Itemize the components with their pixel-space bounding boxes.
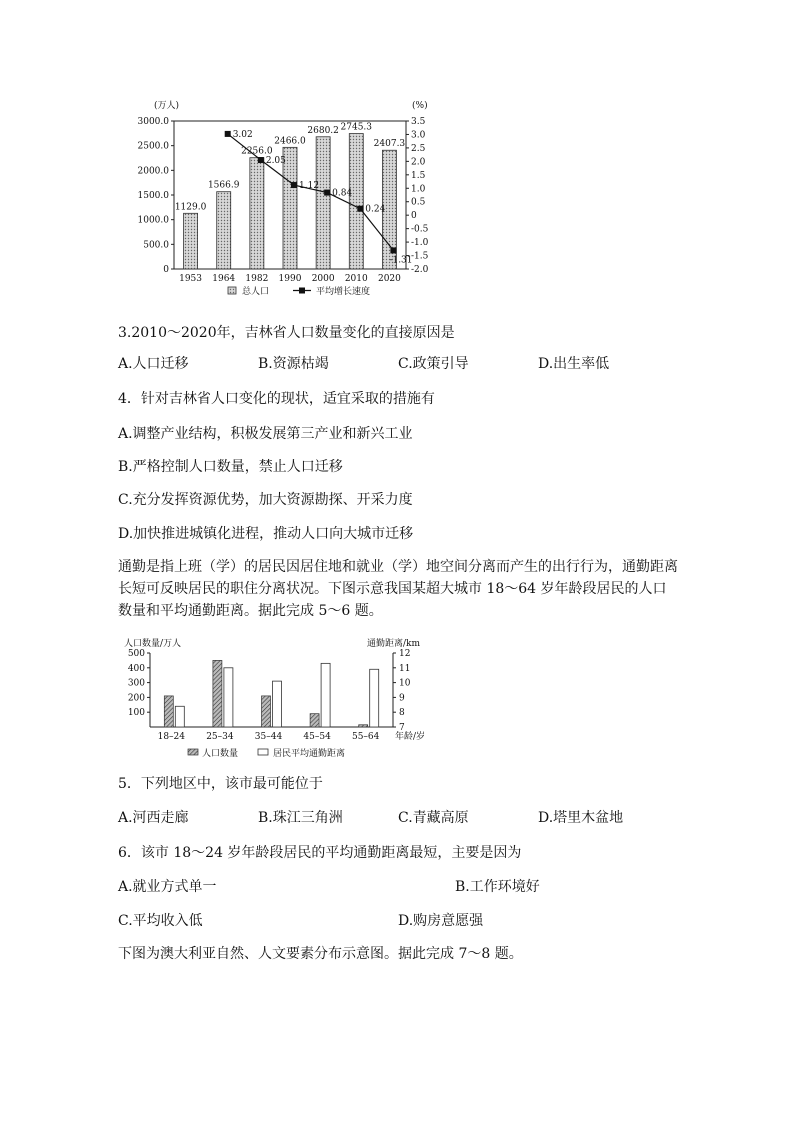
question-6-option-b[interactable]: B.工作环境好 <box>455 879 540 895</box>
y-left-tick-label: 400 <box>127 663 145 674</box>
question-6-option-a[interactable]: A.就业方式单一 <box>118 879 217 895</box>
growth-rate-label: 0.84 <box>332 188 353 199</box>
population-bar <box>310 714 319 727</box>
question-5-option-c[interactable]: C.青藏高原 <box>398 810 469 826</box>
growth-rate-label: -1.31 <box>389 255 413 266</box>
y-left-tick-label: 500 <box>127 649 145 659</box>
population-bar <box>217 192 231 269</box>
x-tick-label: 55–64 <box>351 732 380 742</box>
legend-population-swatch <box>188 749 198 755</box>
question-5-option-d[interactable]: D.塔里木盆地 <box>538 810 624 826</box>
commute-distance-bar <box>224 668 233 727</box>
y-right-tick-label: 1.0 <box>411 184 426 195</box>
x-tick-label: 1982 <box>245 274 269 284</box>
question-3-option-b[interactable]: B.资源枯竭 <box>258 356 329 372</box>
y-right-tick-label: 10 <box>399 678 411 689</box>
question-4-option-a[interactable]: A.调整产业结构，积极发展第三产业和新兴工业 <box>118 426 413 442</box>
legend-distance-swatch <box>258 749 268 755</box>
question-4-option-d[interactable]: D.加快推进城镇化进程，推动人口向大城市迁移 <box>118 526 414 542</box>
x-tick-label: 18–24 <box>157 732 186 742</box>
x-tick-label: 1953 <box>179 274 203 284</box>
y-right-label: (%) <box>412 101 428 111</box>
y-right-tick-label: 2.0 <box>411 157 426 168</box>
legend-population: 总人口 <box>242 287 270 297</box>
question-5-option-b[interactable]: B.珠江三角洲 <box>258 810 343 826</box>
x-tick-label: 1964 <box>212 274 236 284</box>
y-left-tick-label: 3000.0 <box>137 117 169 127</box>
y-right-tick-label: -1.5 <box>411 251 429 262</box>
question-3-stem: 3.2010～2020年，吉林省人口数量变化的直接原因是 <box>118 325 455 341</box>
y-right-label: 通勤距离/km <box>367 639 421 649</box>
question-5-stem: 5．下列地区中，该市最可能位于 <box>118 776 323 792</box>
growth-rate-marker <box>291 182 297 188</box>
y-left-tick-label: 2500.0 <box>137 141 169 152</box>
bar-value-label: 2466.0 <box>274 136 306 147</box>
question-3-option-a[interactable]: A.人口迁移 <box>118 356 189 372</box>
y-left-tick-label: 500.0 <box>143 240 169 251</box>
x-tick-label: 2000 <box>311 274 335 284</box>
question-3-option-d[interactable]: D.出生率低 <box>538 356 610 372</box>
growth-rate-label: 0.24 <box>365 204 386 215</box>
y-left-tick-label: 300 <box>127 678 145 689</box>
bar-value-label: 2680.2 <box>307 125 339 136</box>
y-right-tick-label: -0.5 <box>411 224 429 235</box>
y-left-tick-label: 200 <box>127 693 145 704</box>
y-right-tick-label: 11 <box>399 663 411 674</box>
y-left-label: (万人) <box>154 101 180 111</box>
growth-rate-label: 3.02 <box>232 129 253 140</box>
intro-commute: 通勤是指上班（学）的居民因居住地和就业（学）地空间分离而产生的出行行为，通勤距离长短可反映居民的职住分离状况。下图示意我国某超大城市 18～64 岁年龄段居民的人口数量和平均通勤距离。据此完成 5～6 题。 <box>118 559 678 619</box>
y-left-tick-label: 100 <box>127 708 145 719</box>
question-6-stem: 6．该市 18～24 岁年龄段居民的平均通勤距离最短，主要是因为 <box>118 845 522 861</box>
x-tick-label: 45–54 <box>303 732 331 742</box>
y-left-tick-label: 1000.0 <box>137 215 169 226</box>
population-bar <box>184 213 198 269</box>
commute-chart <box>118 635 448 760</box>
bar-value-label: 1566.9 <box>207 180 240 191</box>
growth-rate-marker <box>324 190 330 196</box>
y-right-tick-label: 12 <box>399 649 411 659</box>
x-axis-label: 年龄/岁 <box>395 732 426 742</box>
commute-distance-bar <box>273 681 282 727</box>
legend-line-marker <box>299 288 305 294</box>
y-right-tick-label: 0 <box>411 211 417 222</box>
y-right-tick-label: 0.5 <box>411 197 426 208</box>
y-right-tick-label: -1.0 <box>411 238 429 249</box>
population-bar <box>316 137 330 269</box>
commute-distance-bar <box>321 663 330 727</box>
population-bar <box>213 660 222 727</box>
y-right-tick-label: 8 <box>399 708 405 719</box>
population-chart <box>118 96 448 306</box>
growth-rate-label: 2.05 <box>265 156 286 167</box>
intro-australia: 下图为澳大利亚自然、人文要素分布示意图。据此完成 7～8 题。 <box>118 946 523 962</box>
x-tick-label: 25–34 <box>206 732 234 742</box>
question-3-option-c[interactable]: C.政策引导 <box>398 356 469 372</box>
x-tick-label: 2010 <box>344 274 368 284</box>
population-bar <box>262 696 271 727</box>
question-4-option-c[interactable]: C.充分发挥资源优势，加大资源勘探、开采力度 <box>118 492 413 508</box>
y-right-tick-label: 1.5 <box>411 170 426 181</box>
question-6-option-c[interactable]: C.平均收入低 <box>118 913 203 929</box>
y-right-tick-label: 3.5 <box>411 117 426 127</box>
bar-value-label: 2407.3 <box>373 139 406 150</box>
growth-rate-marker <box>357 206 363 212</box>
y-right-tick-label: 2.5 <box>411 143 426 154</box>
legend-commute-distance: 居民平均通勤距离 <box>273 749 346 759</box>
population-bar <box>359 725 368 727</box>
question-5-option-a[interactable]: A.河西走廊 <box>118 810 189 826</box>
population-bar <box>250 158 264 269</box>
legend-population: 人口数量 <box>202 749 239 759</box>
population-bar <box>349 134 363 269</box>
bar-value-label: 2256.0 <box>241 146 273 157</box>
commute-distance-bar <box>370 669 379 727</box>
question-4-option-b[interactable]: B.严格控制人口数量，禁止人口迁移 <box>118 459 343 475</box>
question-4-stem: 4．针对吉林省人口变化的现状，适宜采取的措施有 <box>118 391 435 407</box>
y-left-tick-label: 2000.0 <box>137 166 169 177</box>
growth-rate-label: 1.12 <box>299 181 320 192</box>
y-right-tick-label: 3.0 <box>411 130 426 141</box>
growth-rate-marker <box>225 131 231 137</box>
x-tick-label: 1990 <box>278 274 302 284</box>
y-left-tick-label: 0 <box>163 265 169 275</box>
y-left-tick-label: 1500.0 <box>137 191 169 201</box>
x-tick-label: 35–44 <box>254 732 283 742</box>
y-right-tick-label: 7 <box>399 723 405 733</box>
legend-bar-swatch <box>228 287 236 294</box>
bar-value-label: 1129.0 <box>174 202 207 213</box>
y-right-tick-label: 9 <box>399 693 405 704</box>
x-tick-label: 2020 <box>377 274 401 284</box>
y-right-tick-label: -2.0 <box>411 265 429 275</box>
growth-rate-marker <box>390 247 396 253</box>
y-left-label: 人口数量/万人 <box>124 639 182 649</box>
population-bar <box>164 696 173 727</box>
legend-growth-rate: 平均增长速度 <box>316 287 371 297</box>
growth-rate-marker <box>258 157 264 163</box>
question-6-option-d[interactable]: D.购房意愿强 <box>398 913 484 929</box>
commute-distance-bar <box>175 706 184 727</box>
bar-value-label: 2745.3 <box>340 122 373 133</box>
